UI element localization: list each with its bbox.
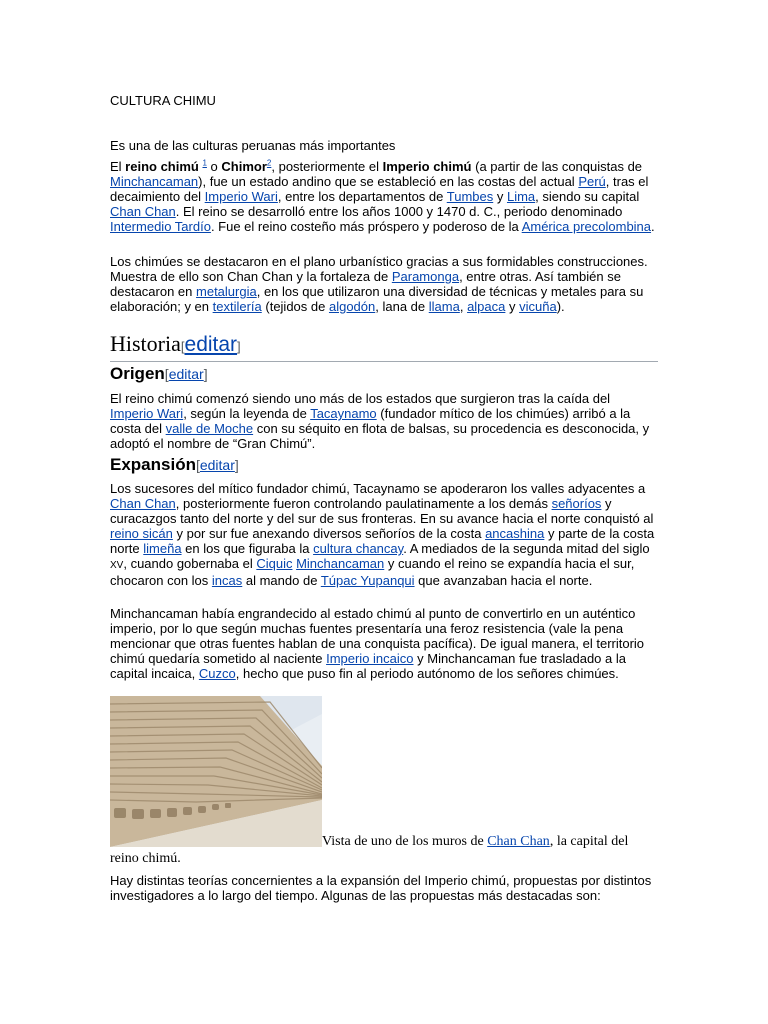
heading-expansion xyxy=(110,455,239,475)
text: El xyxy=(110,159,126,174)
text: , entre los departamentos de xyxy=(277,189,447,204)
text: . Fue el reino costeño más próspero y poderoso de la xyxy=(210,219,522,234)
link-vicuna[interactable]: vicuña xyxy=(519,299,557,314)
link-limena[interactable]: limeña xyxy=(143,541,182,556)
text: en los que figuraba la xyxy=(181,541,314,556)
link-america-precolombina[interactable]: América precolombina xyxy=(521,219,652,234)
link-tumbes[interactable]: Tumbes xyxy=(446,189,494,204)
paragraph-minchancaman xyxy=(110,606,655,681)
paragraph-construcciones xyxy=(110,254,655,314)
text: , en los que utilizaron una diversidad de técnicas y metales para su elaboración; y en xyxy=(110,284,644,314)
link-intermedio-tardio[interactable]: Intermedio Tardío xyxy=(110,219,211,234)
text: , posteriormente fueron controlando paulatinamente a los demás xyxy=(175,496,552,511)
heading-text: Expansión xyxy=(110,455,196,474)
bracket: [ xyxy=(195,457,200,473)
link-cuzco[interactable]: Cuzco xyxy=(198,666,236,681)
link-tacaynamo[interactable]: Tacaynamo xyxy=(310,406,377,421)
link-minchancaman[interactable]: Minchancaman xyxy=(110,174,199,189)
bold-chimor: Chimor xyxy=(221,159,267,174)
bold-reino-chimu: reino chimú xyxy=(125,159,199,174)
link-paramonga[interactable]: Paramonga xyxy=(391,269,460,284)
bracket: ] xyxy=(234,457,239,473)
text: y Minchancaman fue trasladado a la capital incaica, xyxy=(110,651,626,681)
link-tupac-yupanqui[interactable]: Túpac Yupanqui xyxy=(320,573,415,588)
text: Los sucesores del mítico fundador chimú, Tacaynamo se apoderaron los valles adyacentes a xyxy=(110,481,646,496)
edit-link-origen[interactable]: editar xyxy=(168,366,204,382)
paragraph-teorias: Hay distintas teorías concernientes a la expansión del Imperio chimú, propuestas por distintos investigadores a lo largo del tiempo. Algunas de las propuestas más destacadas son: xyxy=(110,873,652,903)
link-alpaca[interactable]: alpaca xyxy=(467,299,506,314)
link-llama[interactable]: llama xyxy=(428,299,460,314)
heading-origen xyxy=(110,364,208,384)
text: y cuando el reino se expandía hacia el sur, chocaron con los xyxy=(110,556,635,588)
edit-link-expansion[interactable]: editar xyxy=(199,457,235,473)
link-algodon[interactable]: algodón xyxy=(328,299,376,314)
text: , según la leyenda de xyxy=(183,406,311,421)
heading-text: Origen xyxy=(110,364,165,383)
link-cultura-chancay[interactable]: cultura chancay xyxy=(313,541,404,556)
image-caption xyxy=(110,833,650,867)
link-imperio-incaico[interactable]: Imperio incaico xyxy=(326,651,414,666)
text: Vista de uno de los muros de xyxy=(322,834,488,849)
text: ). xyxy=(556,299,565,314)
paragraph-origen xyxy=(110,391,655,451)
text: (a partir de las conquistas de xyxy=(471,159,643,174)
text: (fundador mítico de los chimúes) arribó a la costa del xyxy=(110,406,631,436)
text: y xyxy=(493,189,507,204)
text: y xyxy=(505,299,520,314)
wall-illustration xyxy=(110,696,322,847)
text: y parte de la costa norte xyxy=(110,526,655,556)
intro-line: Es una de las culturas peruanas más importantes xyxy=(110,138,396,153)
text: y curacazgos tanto del norte y del sur de sus fronteras. En su avance hacia el norte conquistó al xyxy=(110,496,654,526)
link-reino-sican[interactable]: reino sicán xyxy=(110,526,173,541)
link-peru[interactable]: Perú xyxy=(578,174,606,189)
text: , la capital del reino chimú. xyxy=(110,834,629,866)
heading-text: Historia xyxy=(110,331,181,356)
text: . El reino se desarrolló entre los años 1000 y 1470 d. C., periodo denominado xyxy=(175,204,623,219)
link-imperio-wari[interactable]: Imperio Wari xyxy=(110,406,184,421)
link-textileria[interactable]: textilería xyxy=(212,299,262,314)
text: . xyxy=(651,219,655,234)
text: , siendo su capital xyxy=(535,189,640,204)
bold-imperio-chimu: Imperio chimú xyxy=(382,159,472,174)
text: , xyxy=(459,299,468,314)
text: ), fue un estado andino que se estableció en las costas del actual xyxy=(198,174,579,189)
link-ancashina[interactable]: ancashina xyxy=(485,526,545,541)
bracket: ] xyxy=(237,339,241,354)
link-chan-chan[interactable]: Chan Chan xyxy=(487,834,550,849)
document-title: CULTURA CHIMU xyxy=(110,93,216,108)
bracket: [ xyxy=(180,339,185,354)
link-lima[interactable]: Lima xyxy=(506,189,536,204)
link-senorios[interactable]: señoríos xyxy=(551,496,602,511)
link-chan-chan[interactable]: Chan Chan xyxy=(110,204,176,219)
edit-link-historia[interactable]: editar xyxy=(184,333,238,356)
text: o xyxy=(206,159,222,174)
text: , hecho que puso fin al periodo autónomo de los señores chimúes. xyxy=(235,666,619,681)
link-minchancaman[interactable]: Minchancaman xyxy=(296,556,385,571)
text: , lana de xyxy=(375,299,429,314)
link-imperio-wari[interactable]: Imperio Wari xyxy=(204,189,278,204)
link-metalurgia[interactable]: metalurgia xyxy=(196,284,257,299)
footnote-link-2[interactable]: 2 xyxy=(266,158,272,168)
text: Minchancaman había engrandecido al estado chimú al punto de convertirlo en un auténtico imperio, por lo que según muchas fuentes presentaría una feroz resistencia (vale la pena mencionar que otras fuentes hablan de una conquista pacífica). De igual manera, el territorio chimú quedaría sometido al naciente xyxy=(110,606,645,666)
link-valle-de-moche[interactable]: valle de Moche xyxy=(165,421,254,436)
footnote-link-1[interactable]: 1 xyxy=(202,158,207,168)
paragraph-expansion xyxy=(110,481,655,588)
text: Los chimúes se destacaron en el plano urbanístico gracias a sus formidables construcciones. Muestra de ello son Chan Chan y la fortaleza de xyxy=(110,254,648,284)
text: . A mediados de la segunda mitad del siglo xyxy=(403,541,650,556)
text: y por sur fue anexando diversos señoríos de la costa xyxy=(172,526,486,541)
chan-chan-wall-photo xyxy=(110,696,322,847)
text: , cuando gobernaba el xyxy=(123,556,257,571)
link-chan-chan[interactable]: Chan Chan xyxy=(110,496,176,511)
bracket: ] xyxy=(203,366,208,382)
text: al mando de xyxy=(242,573,321,588)
text: (tejidos de xyxy=(261,299,329,314)
century-numeral: XV xyxy=(110,560,124,571)
text: con su séquito en flota de balsas, su procedencia es desconocida, y adoptó el nombre de “Gran Chimú”. xyxy=(110,421,650,451)
text: El reino chimú comenzó siendo uno más de los estados que surgieron tras la caída del xyxy=(110,391,611,406)
link-incas[interactable]: incas xyxy=(211,573,243,588)
paragraph-intro xyxy=(110,159,655,234)
text: , entre otras. Así también se destacaron en xyxy=(110,269,621,299)
link-ciquic[interactable]: Ciquic xyxy=(256,556,293,571)
text: , posteriormente el xyxy=(271,159,383,174)
heading-historia xyxy=(110,331,658,362)
text: , tras el decaimiento del xyxy=(110,174,649,204)
text: que avanzaban hacia el norte. xyxy=(414,573,593,588)
bracket: [ xyxy=(164,366,169,382)
